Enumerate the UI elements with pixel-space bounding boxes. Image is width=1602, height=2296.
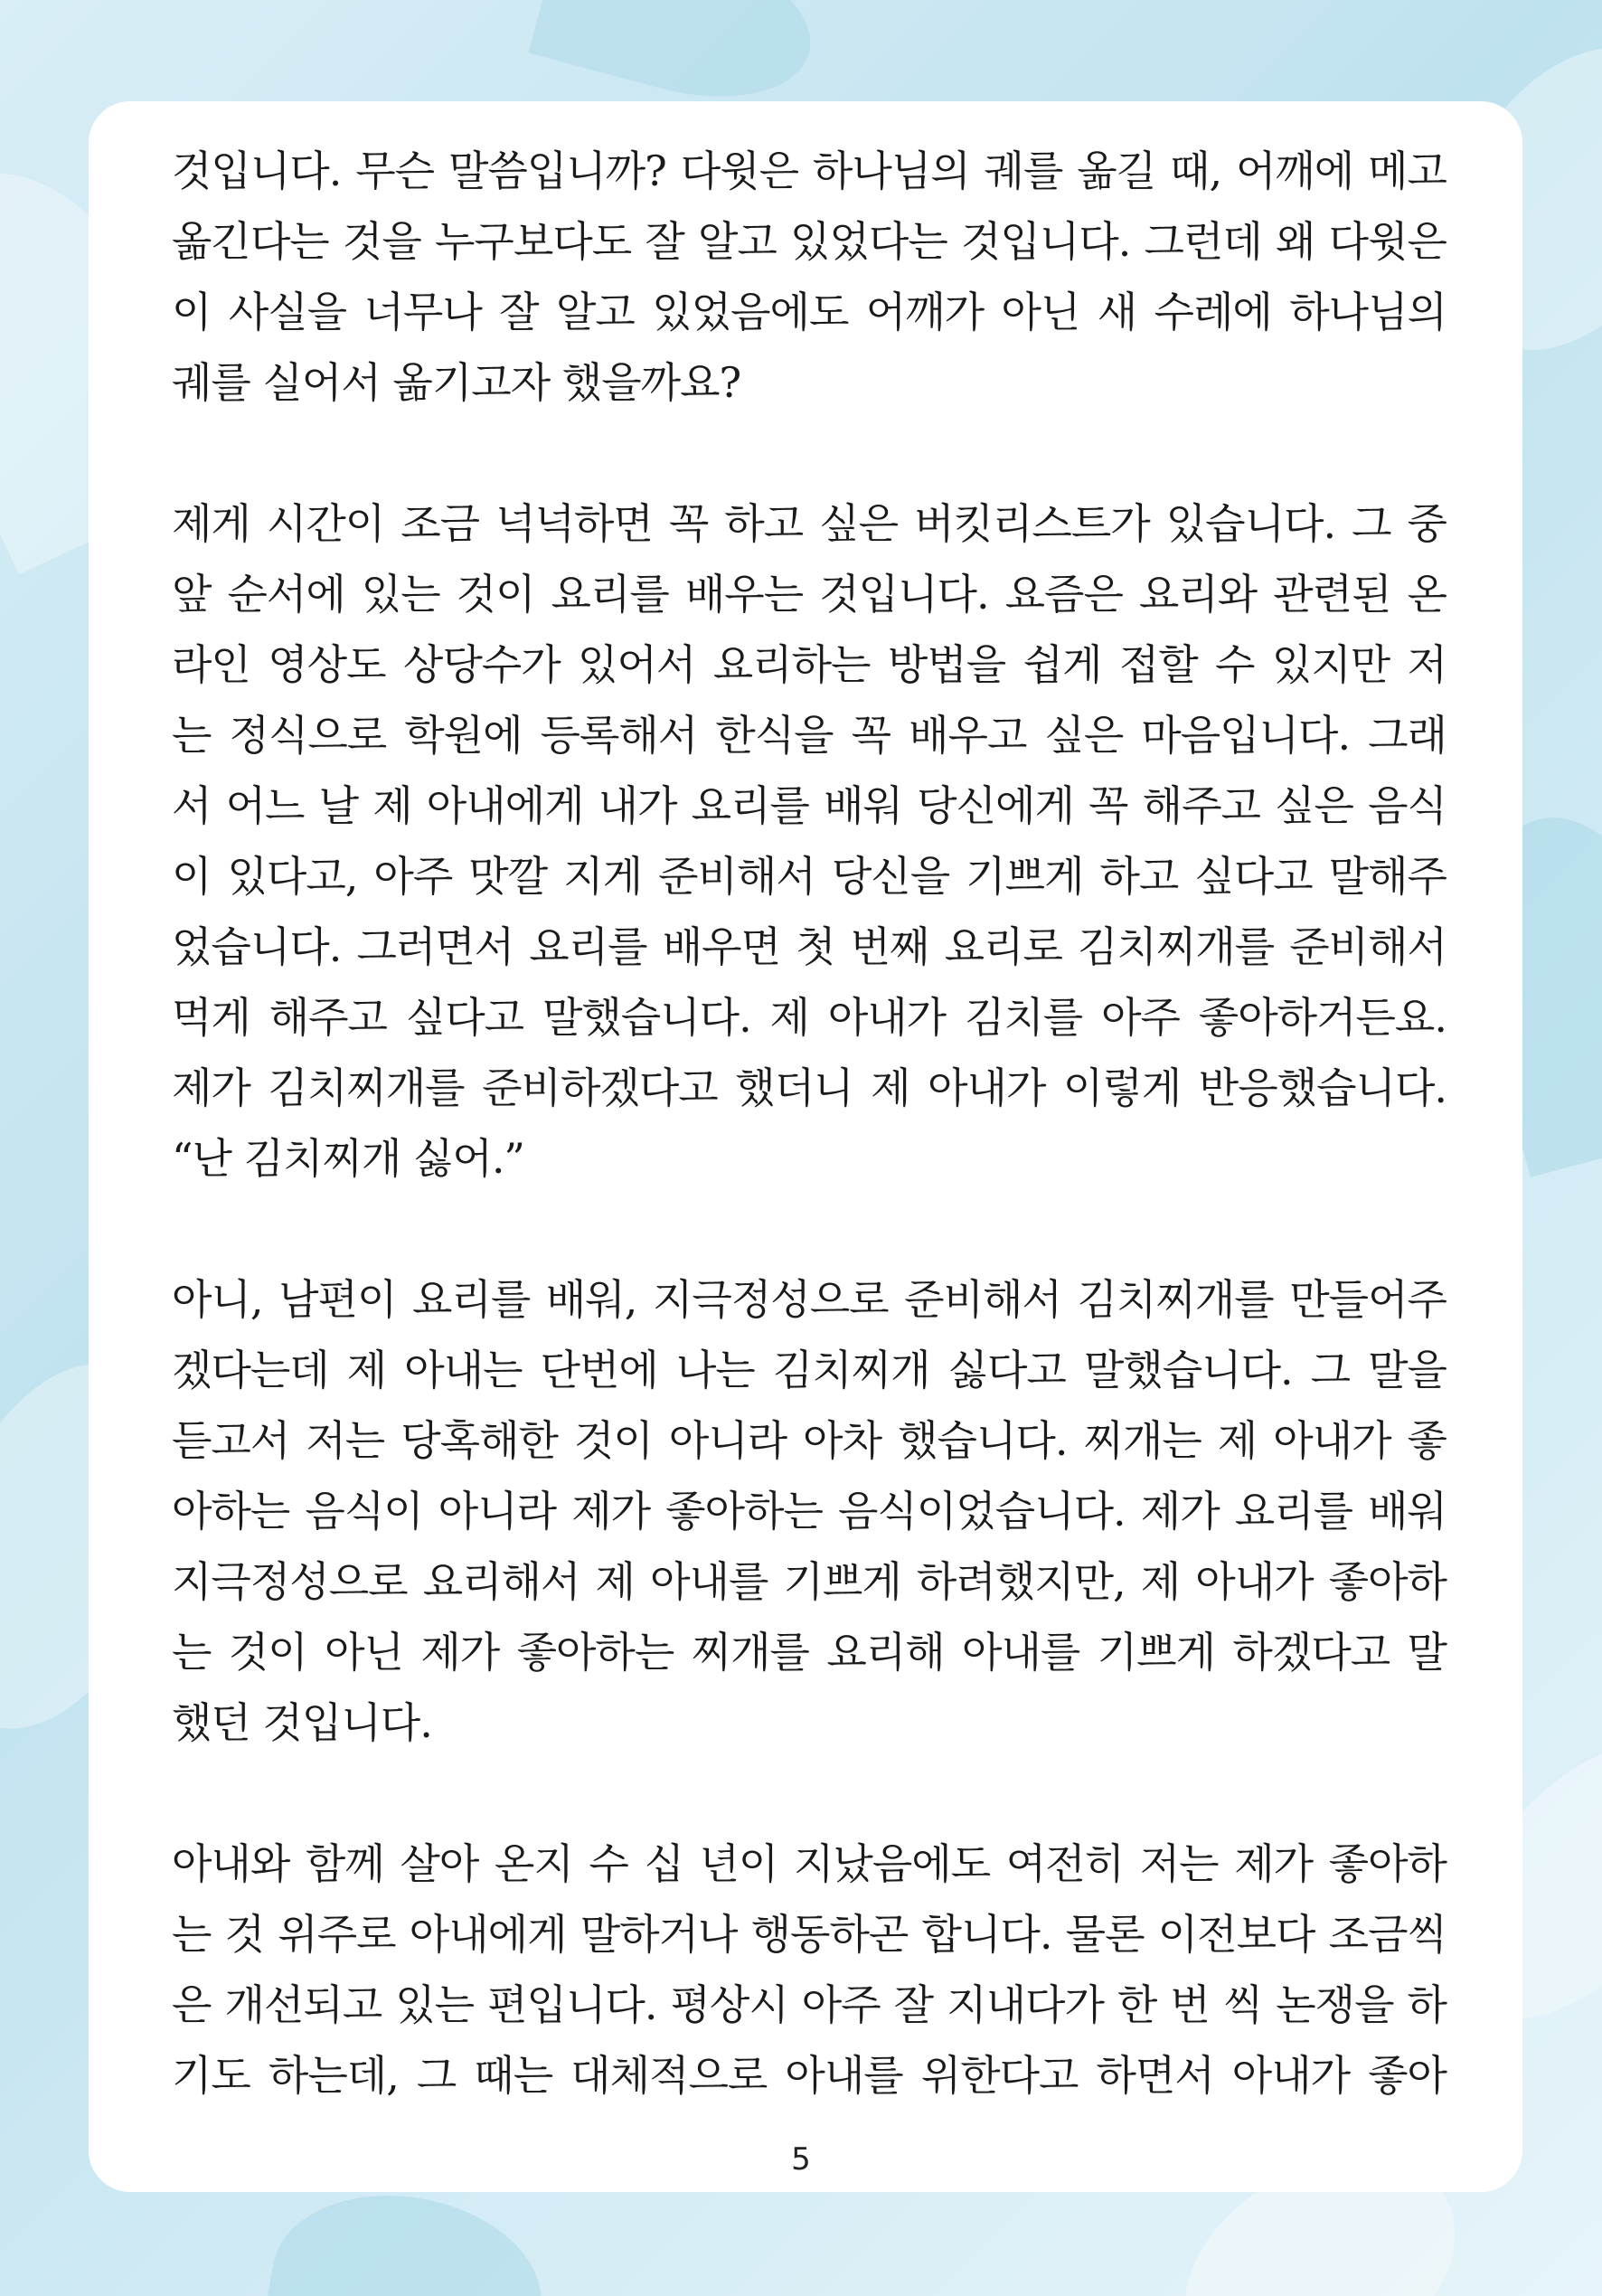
text-line: 는 정식으로 학원에 등록해서 한식을 꼭 배우고 싶은 마음입니다. 그래 <box>172 711 1447 760</box>
text-line: 아내와 함께 살아 온지 수 십 년이 지났음에도 여전히 저는 제가 좋아하 <box>172 1839 1447 1888</box>
text-line: 지극정성으로 요리해서 제 아내를 기쁘게 하려했지만, 제 아내가 좋아하 <box>172 1557 1447 1606</box>
text-line: 아하는 음식이 아니라 제가 좋아하는 음식이었습니다. 제가 요리를 배워 <box>172 1487 1447 1535</box>
paragraph <box>172 1828 1447 2111</box>
text-line: 듣고서 저는 당혹해한 것이 아니라 아차 했습니다. 찌개는 제 아내가 좋 <box>172 1416 1447 1465</box>
paragraph-gap <box>172 418 1447 488</box>
text-line: 는 것이 아닌 제가 좋아하는 찌개를 요리해 아내를 기쁘게 하겠다고 말 <box>172 1628 1447 1677</box>
paragraph-gap <box>172 1758 1447 1828</box>
text-line: 은 개선되고 있는 편입니다. 평상시 아주 잘 지내다가 한 번 씩 논쟁을 하 <box>172 1980 1447 2029</box>
page-number: 5 <box>791 2141 811 2178</box>
text-line: 는 것 위주로 아내에게 말하거나 행동하곤 합니다. 물론 이전보다 조금씩 <box>172 1910 1447 1959</box>
paragraph <box>172 488 1447 1194</box>
text-line: 제가 김치찌개를 준비하겠다고 했더니 제 아내가 이렇게 반응했습니다. <box>172 1063 1447 1112</box>
text-line: 앞 순서에 있는 것이 요리를 배우는 것입니다. 요즘은 요리와 관련된 온 <box>172 570 1447 619</box>
text-line: “난 김치찌개 싫어.” <box>172 1134 524 1183</box>
text-line: 했던 것입니다. <box>172 1698 432 1747</box>
paragraph <box>172 136 1447 418</box>
text-line: 먹게 해주고 싶다고 말했습니다. 제 아내가 김치를 아주 좋아하거든요. <box>172 993 1447 1042</box>
body-text <box>172 136 1447 2111</box>
text-line: 이 있다고, 아주 맛깔 지게 준비해서 당신을 기쁘게 하고 싶다고 말해주 <box>172 852 1447 901</box>
text-line: 라인 영상도 상당수가 있어서 요리하는 방법을 쉽게 접할 수 있지만 저 <box>172 640 1447 689</box>
text-line: 겠다는데 제 아내는 단번에 나는 김치찌개 싫다고 말했습니다. 그 말을 <box>172 1346 1447 1394</box>
text-line: 옮긴다는 것을 누구보다도 잘 알고 있었다는 것입니다. 그런데 왜 다윗은 <box>172 217 1447 266</box>
text-line: 것입니다. 무슨 말씀입니까? 다윗은 하나님의 궤를 옮길 때, 어깨에 메고 <box>172 146 1447 195</box>
text-line: 이 사실을 너무나 잘 알고 있었음에도 어깨가 아닌 새 수레에 하나님의 <box>172 288 1447 336</box>
text-line: 궤를 실어서 옮기고자 했을까요? <box>172 358 741 407</box>
text-line: 아니, 남편이 요리를 배워, 지극정성으로 준비해서 김치찌개를 만들어주 <box>172 1275 1447 1324</box>
paragraph-gap <box>172 1194 1447 1264</box>
leaf-decoration <box>258 2175 556 2296</box>
text-line: 서 어느 날 제 아내에게 내가 요리를 배워 당신에게 꼭 해주고 싶은 음식 <box>172 781 1447 830</box>
text-line: 었습니다. 그러면서 요리를 배우면 첫 번째 요리로 김치찌개를 준비해서 <box>172 922 1447 971</box>
text-line: 기도 하는데, 그 때는 대체적으로 아내를 위한다고 하면서 아내가 좋아 <box>172 2051 1447 2100</box>
text-line: 제게 시간이 조금 넉넉하면 꼭 하고 싶은 버킷리스트가 있습니다. 그 중 <box>172 499 1447 548</box>
paragraph <box>172 1264 1447 1758</box>
